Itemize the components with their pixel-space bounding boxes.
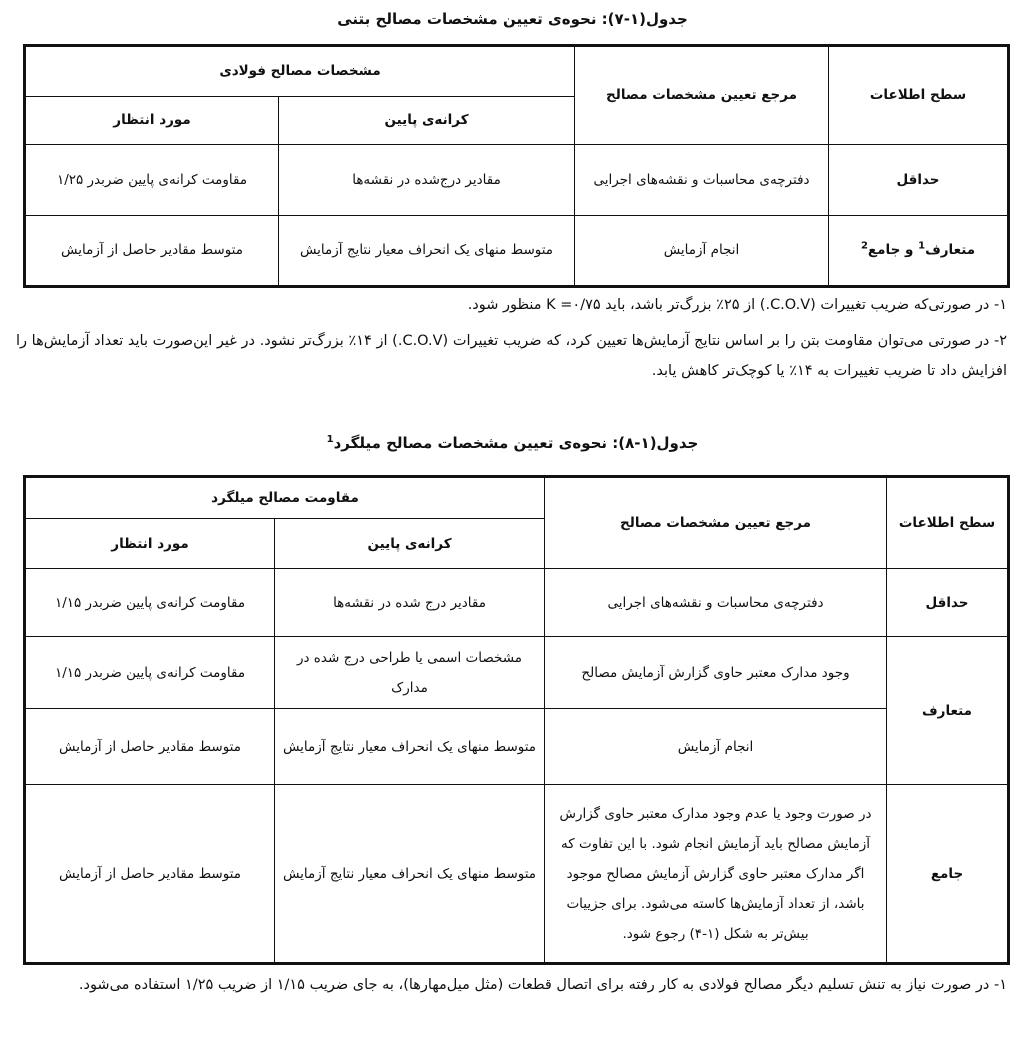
table1-row1-level: حداقل	[829, 144, 1009, 215]
level-part2: و جامع	[867, 242, 919, 259]
table2-row2-level: متعارف	[887, 637, 1009, 785]
table2-header-lower-bound: کرانه‌ی پایین	[275, 519, 545, 569]
table2-row4-level: جامع	[887, 785, 1009, 964]
table2-header-rebar-group: مقاومت مصالح میلگرد	[25, 477, 545, 519]
table1-row2-expected: متوسط مقادیر حاصل از آزمایش	[25, 215, 279, 286]
table2-row4-expected: متوسط مقادیر حاصل از آزمایش	[25, 785, 275, 964]
table2-row4-lower-bound: متوسط منهای یک انحراف معیار نتایج آزمایش	[275, 785, 545, 964]
table2	[23, 475, 1010, 965]
table1-header-reference: مرجع تعیین مشخصات مصالح	[575, 46, 829, 145]
table1-header-steel-group: مشخصات مصالح فولادی	[25, 46, 575, 97]
table2-header-reference: مرجع تعیین مشخصات مصالح	[545, 477, 887, 569]
level-part1: متعارف	[925, 242, 976, 259]
table2-header-expected: مورد انتظار	[25, 519, 275, 569]
table1	[23, 44, 1010, 288]
table1-row1-lower-bound: مقادیر درج‌شده در نقشه‌ها	[279, 144, 575, 215]
table2-row1-expected: مقاومت کرانه‌ی پایین ضربدر ۱/۱۵	[25, 569, 275, 637]
footnote-ref: 1	[918, 240, 926, 252]
table1-row2-lower-bound: متوسط منهای یک انحراف معیار نتایج آزمایش	[279, 215, 575, 286]
table2-note-1: ۱- در صورت نیاز به تنش تسلیم دیگر مصالح فولادی به کار رفته برای اتصال قطعات (مثل میل‌مهارها)، به‌ جای ضریب ۱/۱۵ از ضریب ۱/۲۵ استفاده می‌شود.	[78, 977, 1007, 993]
table1-caption: جدول(۱-۷): نحوه‌ی تعیین مشخصات مصالح بتنی	[337, 10, 688, 28]
table2-row3-lower-bound: متوسط منهای یک انحراف معیار نتایج آزمایش	[275, 709, 545, 785]
table2-header-level: سطح اطلاعات	[887, 477, 1009, 569]
table1-row2-level	[829, 215, 1009, 286]
table1-row1-expected: مقاومت کرانه‌ی پایین ضربدر ۱/۲۵	[25, 144, 279, 215]
table1-row2-reference: انجام آزمایش	[575, 215, 829, 286]
table1-header-lower-bound: کرانه‌ی پایین	[279, 96, 575, 144]
table2-row2-reference: وجود مدارک معتبر حاوی گزارش آزمایش مصالح	[545, 637, 887, 709]
footnote-ref: 1	[326, 434, 334, 445]
table1-header-level: سطح اطلاعات	[829, 46, 1009, 145]
table2-row4-reference: در صورت وجود یا عدم وجود مدارک معتبر حاوی گزارش آزمایش مصالح باید آزمایش انجام شود. با این تفاوت که اگر مدارک معتبر حاوی گزارش آزمایش مصالح موجود باشد، از تعداد آزمایش‌ها کاسته می‌شود. برای جزییات بیش‌تر به شکل (۱-۴) رجوع شود.	[545, 785, 887, 964]
table-row	[25, 569, 1009, 637]
table-row	[25, 709, 1009, 785]
table-row	[25, 637, 1009, 709]
table1-header-expected: مورد انتظار	[25, 96, 279, 144]
table-row	[25, 785, 1009, 964]
table2-row2-expected: مقاومت کرانه‌ی پایین ضربدر ۱/۱۵	[25, 637, 275, 709]
table-row	[25, 215, 1009, 286]
table2-caption-text: جدول(۱-۸): نحوه‌ی تعیین مشخصات مصالح میلگرد	[333, 434, 699, 452]
table2-row1-level: حداقل	[887, 569, 1009, 637]
table1-note-1: ۱- در صورتی‌که ضریب تغییرات (C.O.V.) از ۲۵٪ بزرگ‌تر باشد، باید K =۰/۷۵ منظور شود.	[467, 297, 1007, 313]
table2-row3-expected: متوسط مقادیر حاصل از آزمایش	[25, 709, 275, 785]
table2-row3-reference: انجام آزمایش	[545, 709, 887, 785]
table1-note-2: ۲- در صورتی می‌توان مقاومت بتن را بر اساس نتایج آزمایش‌ها تعیین کرد، که ضریب تغییرات (C.O.V.) از ۱۴٪ بزرگ‌تر نشود. در غیر این‌صورت باید تعداد آزمایش‌ها را افزایش داد تا ضریب تغییرات به ۱۴٪ یا کوچک‌تر کاهش یابد.	[16, 333, 1008, 379]
table1-row1-reference: دفترچه‌ی محاسبات و نقشه‌های اجرایی	[575, 144, 829, 215]
table2-row1-reference: دفترچه‌ی محاسبات و نقشه‌های اجرایی	[545, 569, 887, 637]
table2-row2-lower-bound: مشخصات اسمی یا طراحی درج شده در مدارک	[275, 637, 545, 709]
table2-caption	[0, 434, 1025, 452]
table-row	[25, 144, 1009, 215]
footnote-ref: 2	[860, 240, 868, 252]
table2-row1-lower-bound: مقادیر درج شده در نقشه‌ها	[275, 569, 545, 637]
